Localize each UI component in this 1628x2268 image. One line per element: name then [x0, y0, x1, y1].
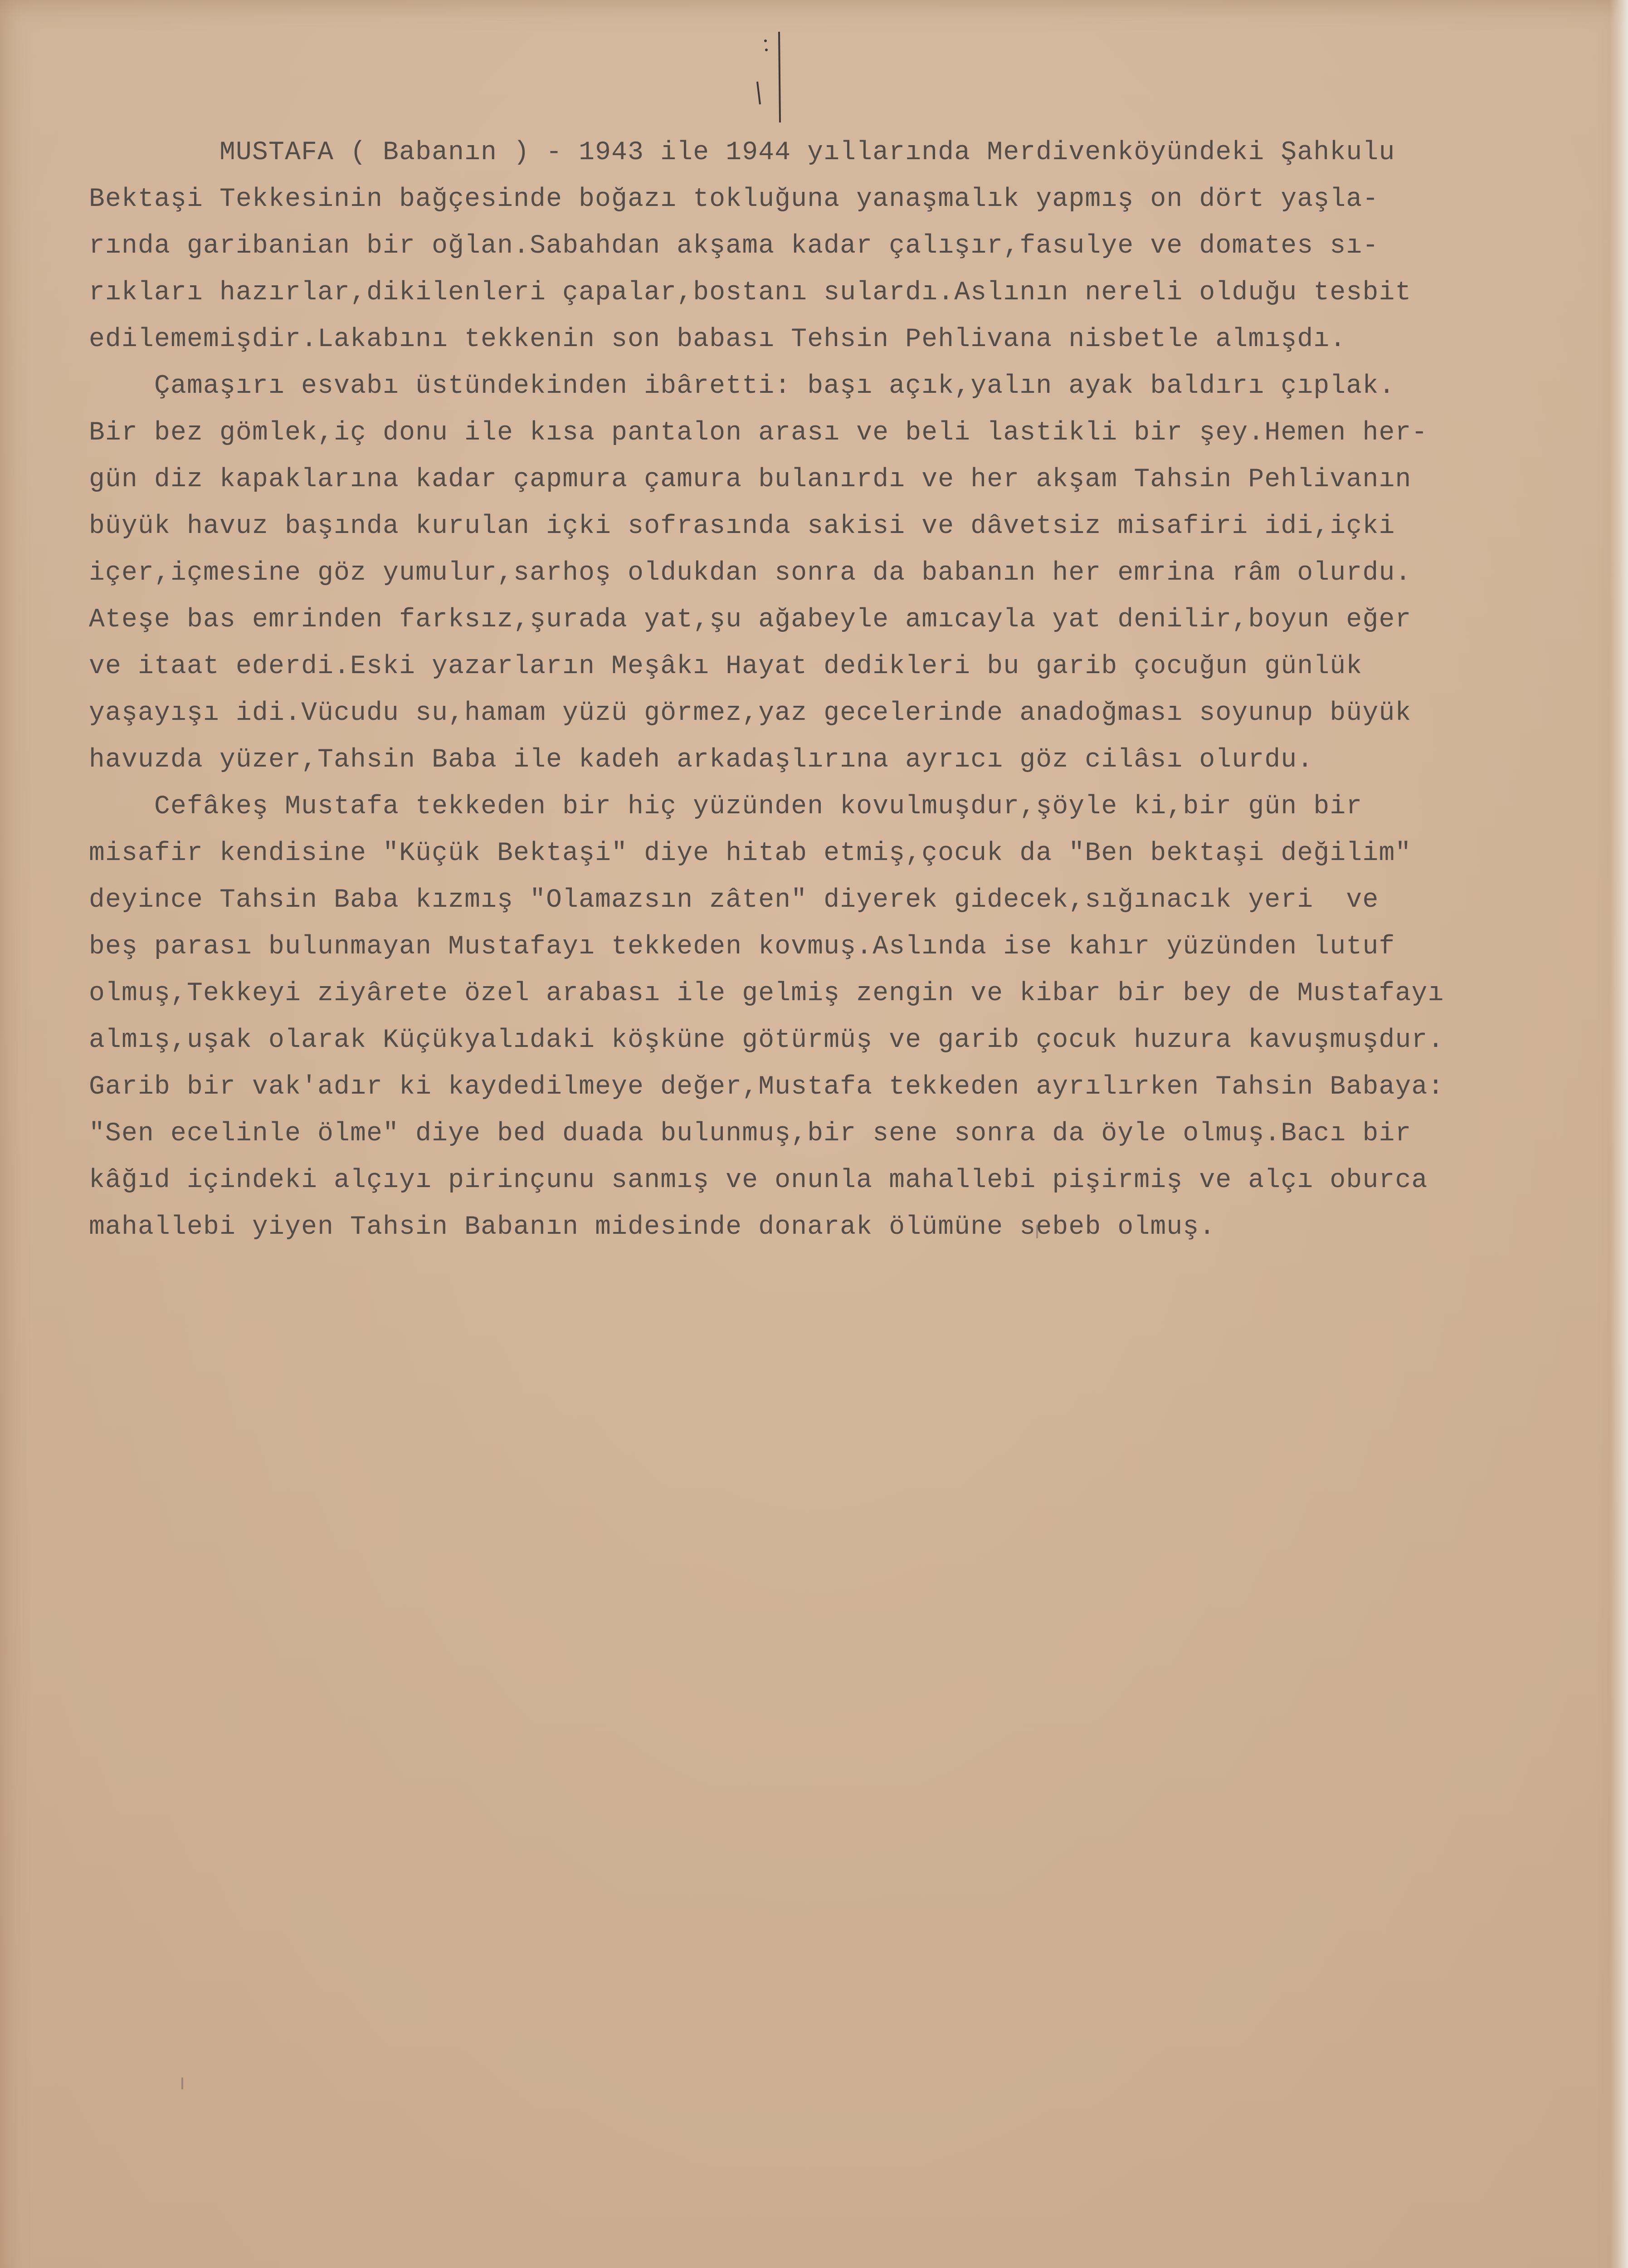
text-line: gün diz kapaklarına kadar çapmura çamura bulanırdı ve her akşam Tahsin Pehlivanın [89, 465, 1412, 494]
typed-text-block [89, 129, 1604, 1251]
text-line: rıkları hazırlar,dikilenleri çapalar,bostanı sulardı.Aslının nereli olduğu tesbit [89, 278, 1412, 308]
text-line: Ateşe bas emrinden farksız,şurada yat,şu ağabeyle amıcayla yat denilir,boyun eğer [89, 605, 1412, 635]
text-line: ve itaat ederdi.Eski yazarların Meşâkı Hayat dedikleri bu garib çocuğun günlük [89, 652, 1363, 681]
text-line: havuzda yüzer,Tahsin Baba ile kadeh arkadaşlırına ayrıcı göz cilâsı olurdu. [89, 745, 1314, 775]
pencil-mark [744, 32, 798, 122]
text-line: edilememişdir.Lakabını tekkenin son babası Tehsin Pehlivana nisbetle almışdı. [89, 325, 1346, 354]
text-line: mahallebi yiyen Tahsin Babanın midesinde donarak ölümüne sebeb olmuş. [89, 1212, 1216, 1242]
text-line: Garib bir vak'adır ki kaydedilmeye değer,Mustafa tekkeden ayrılırken Tahsin Babaya: [89, 1072, 1444, 1102]
text-line: "Sen ecelinle ölme" diye bed duada bulunmuş,bir sene sonra da öyle olmuş.Bacı bir [89, 1119, 1412, 1149]
paper-edge [1610, 0, 1628, 2268]
text-line: kâğıd içindeki alçıyı pirinçunu sanmış ve onunla mahallebi pişirmiş ve alçı oburca [89, 1166, 1428, 1195]
text-line: beş parası bulunmayan Mustafayı tekkeden kovmuş.Aslında ise kahır yüzünden lutuf [89, 932, 1395, 962]
text-line: yaşayışı idi.Vücudu su,hamam yüzü görmez,yaz gecelerinde anadoğması soyunup büyük [89, 699, 1412, 728]
text-line: içer,içmesine göz yumulur,sarhoş oldukdan sonra da babanın her emrina râm olurdu. [89, 558, 1412, 588]
stray-mark [181, 2077, 183, 2089]
text-line: Bektaşi Tekkesinin bağçesinde boğazı tokluğuna yanaşmalık yapmış on dört yaşla- [89, 185, 1379, 214]
text-line: büyük havuz başında kurulan içki sofrasında sakisi ve dâvetsiz misafiri idi,içki [89, 512, 1395, 541]
text-line: Bir bez gömlek,iç donu ile kısa pantalon arası ve beli lastikli bir şey.Hemen her- [89, 418, 1428, 448]
text-line: Cefâkeş Mustafa tekkeden bir hiç yüzünden kovulmuşdur,şöyle ki,bir gün bir [89, 792, 1363, 821]
text-line: deyince Tahsin Baba kızmış "Olamazsın zâten" diyerek gidecek,sığınacık yeri ve [89, 885, 1379, 915]
text-line: olmuş,Tekkeyi ziyârete özel arabası ile gelmiş zengin ve kibar bir bey de Mustafayı [89, 979, 1444, 1008]
text-line: almış,uşak olarak Küçükyalıdaki köşküne götürmüş ve garib çocuk huzura kavuşmuşdur. [89, 1026, 1444, 1055]
text-line: misafir kendisine "Küçük Bektaşi" diye hitab etmiş,çocuk da "Ben bektaşi değilim" [89, 839, 1412, 868]
text-line: rında garibanian bir oğlan.Sabahdan akşama kadar çalışır,fasulye ve domates sı- [89, 231, 1379, 261]
text-line: Çamaşırı esvabı üstündekinden ibâretti: başı açık,yalın ayak baldırı çıplak. [89, 371, 1395, 401]
text-line: MUSTAFA ( Babanın ) - 1943 ile 1944 yıllarında Merdivenköyündeki Şahkulu [89, 138, 1395, 167]
